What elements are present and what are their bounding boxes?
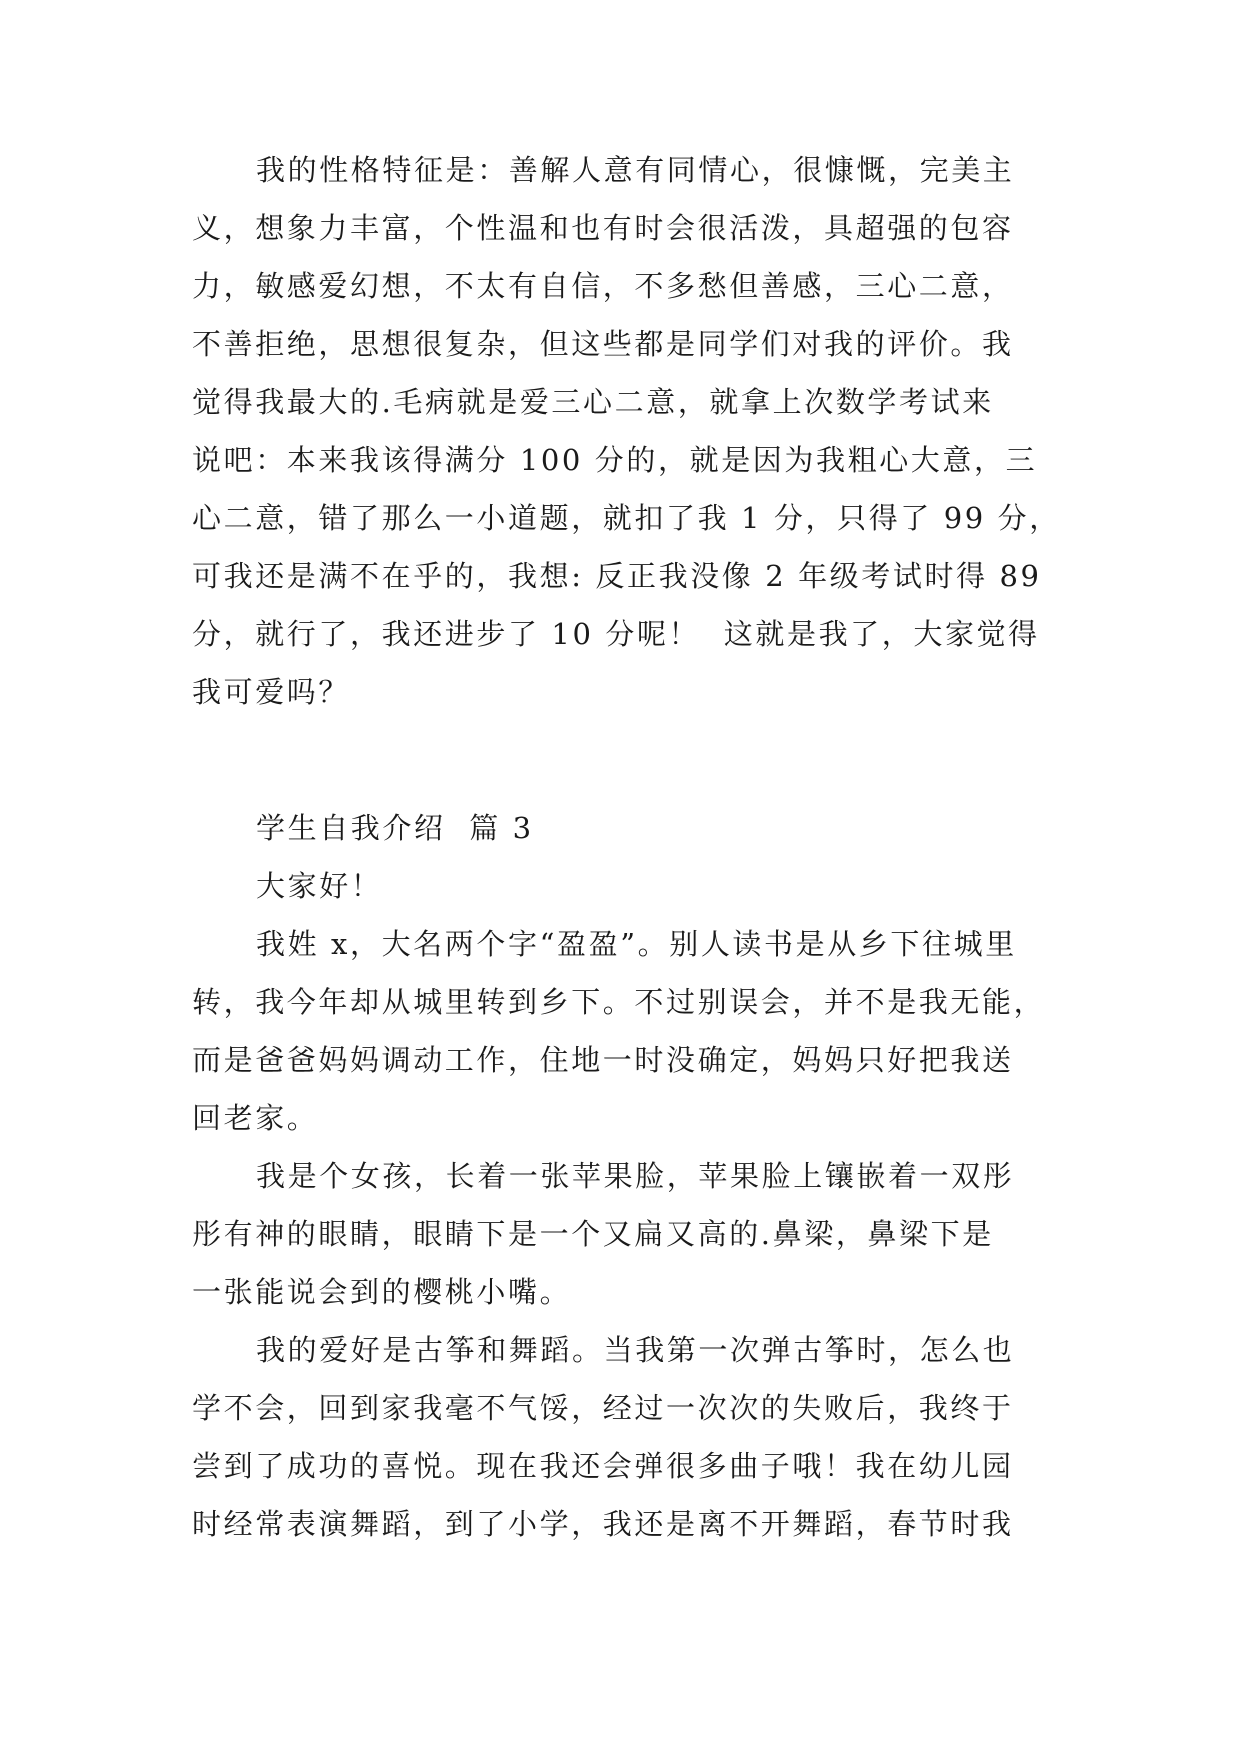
- paragraph-line: 时经常表演舞蹈，到了小学，我还是离不开舞蹈，春节时我: [192, 1507, 1014, 1541]
- paragraph-line: 彤有神的眼睛，眼睛下是一个又扁又高的.鼻梁，鼻梁下是: [192, 1217, 994, 1251]
- greeting: 大家好！: [256, 869, 383, 903]
- section-heading: 学生自我介绍 篇 3: [256, 811, 534, 845]
- paragraph-line: 回老家。: [192, 1101, 319, 1135]
- paragraph-line: 我姓 x，大名两个字“盈盈”。别人读书是从乡下往城里: [256, 927, 1017, 961]
- paragraph-line: 我可爱吗？: [192, 675, 351, 709]
- paragraph-line: 尝到了成功的喜悦。现在我还会弹很多曲子哦！我在幼儿园: [192, 1449, 1014, 1483]
- paragraph-line: 不善拒绝，思想很复杂，但这些都是同学们对我的评价。我: [192, 327, 1014, 361]
- paragraph-line: 力，敏感爱幻想，不太有自信，不多愁但善感，三心二意，: [192, 269, 1014, 303]
- paragraph-line: 学不会，回到家我毫不气馁，经过一次次的失败后，我终于: [192, 1391, 1014, 1425]
- paragraph-line: 转，我今年却从城里转到乡下。不过别误会，并不是我无能，: [192, 985, 1046, 1019]
- paragraph-line: 说吧：本来我该得满分 100 分的，就是因为我粗心大意，三: [192, 443, 1038, 477]
- paragraph-line: 觉得我最大的.毛病就是爱三心二意，就拿上次数学考试来: [192, 385, 994, 419]
- paragraph-line: 我是个女孩，长着一张苹果脸，苹果脸上镶嵌着一双彤: [256, 1159, 1015, 1193]
- paragraph-line: 我的性格特征是：善解人意有同情心，很慷慨，完美主: [256, 153, 1015, 187]
- paragraph-line: 分，就行了，我还进步了 10 分呢！ 这就是我了，大家觉得: [192, 617, 1040, 651]
- paragraph-line: 义，想象力丰富，个性温和也有时会很活泼，具超强的包容: [192, 211, 1014, 245]
- paragraph-line: 可我还是满不在乎的，我想: 反正我没像 2 年级考试时得 89: [192, 559, 1042, 593]
- paragraph-line: 我的爱好是古筝和舞蹈。当我第一次弹古筝时，怎么也: [256, 1333, 1015, 1367]
- paragraph-line: 一张能说会到的樱桃小嘴。: [192, 1275, 572, 1309]
- paragraph-line: 而是爸爸妈妈调动工作，住地一时没确定，妈妈只好把我送: [192, 1043, 1014, 1077]
- paragraph-line: 心二意，错了那么一小道题，就扣了我 1 分，只得了 99 分，: [192, 501, 1061, 535]
